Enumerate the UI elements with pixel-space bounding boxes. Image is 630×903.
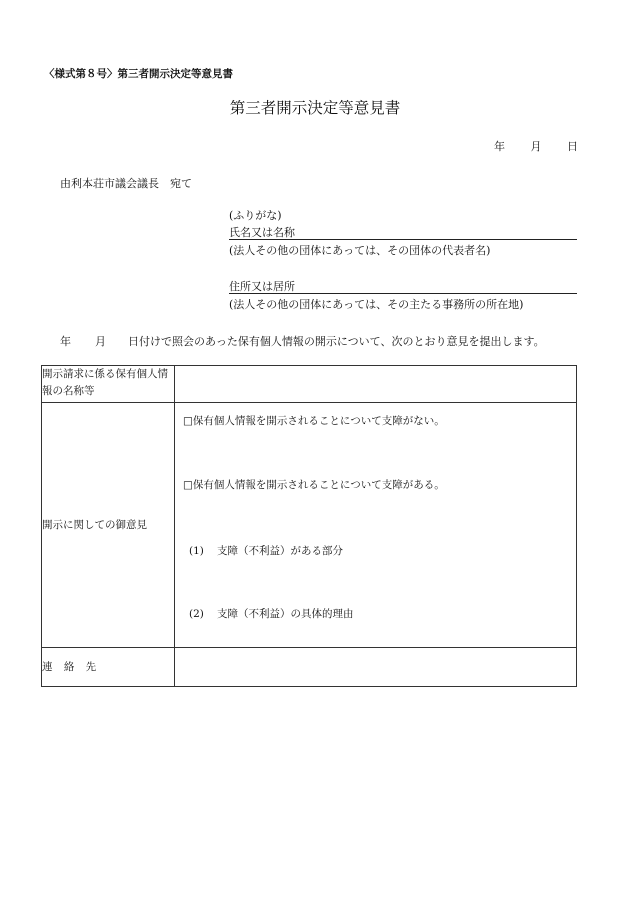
intro-text bbox=[60, 333, 545, 349]
furigana-label: (ふりがな) bbox=[229, 209, 282, 222]
name-note: (法人その他の団体にあっては、その団体の代表者名) bbox=[229, 244, 491, 257]
date-month-label: 月 bbox=[530, 140, 542, 153]
opinion-label: 開示に関しての御意見 bbox=[42, 518, 147, 531]
sub-item-number: (2) bbox=[189, 608, 204, 620]
contact-input-cell[interactable] bbox=[175, 648, 577, 687]
intro-sentence: 日付けで照会のあった保有個人情報の開示について、次のとおり意見を提出します。 bbox=[128, 335, 545, 348]
date-line bbox=[480, 138, 578, 154]
target-label-cell bbox=[42, 366, 175, 403]
sub-item-text: 支障（不利益）がある部分 bbox=[217, 545, 343, 557]
name-field[interactable] bbox=[229, 224, 577, 240]
name-field-label: 氏名又は名称 bbox=[229, 226, 295, 239]
sub-item-text: 支障（不利益）の具体的理由 bbox=[217, 608, 354, 620]
date-year-label: 年 bbox=[494, 140, 505, 153]
sub-item-affected-part bbox=[189, 543, 343, 558]
contact-label-cell bbox=[42, 648, 175, 687]
opinion-table bbox=[41, 365, 577, 687]
form-number: 〈様式第８号〉第三者開示決定等意見書 bbox=[44, 68, 233, 80]
addressee: 由利本荘市議会議長 宛て bbox=[60, 177, 192, 190]
opinion-input-cell[interactable] bbox=[175, 403, 577, 648]
sub-item-reason bbox=[189, 606, 354, 621]
sub-item-number: (1) bbox=[189, 545, 204, 557]
address-note: (法人その他の団体にあっては、その主たる事務所の所在地) bbox=[229, 298, 524, 311]
address-field[interactable] bbox=[229, 278, 577, 294]
contact-label: 連 絡 先 bbox=[42, 660, 101, 673]
target-input-cell[interactable] bbox=[175, 366, 577, 403]
option-no-issue-checkbox[interactable]: □保有個人情報を開示されることについて支障がない。 bbox=[183, 415, 445, 427]
option-issue-checkbox[interactable]: □保有個人情報を開示されることについて支障がある。 bbox=[183, 479, 445, 491]
table-row bbox=[42, 648, 577, 687]
table-row bbox=[42, 366, 577, 403]
intro-month-label: 月 bbox=[95, 335, 106, 348]
address-field-label: 住所又は居所 bbox=[229, 280, 295, 293]
date-day-label: 日 bbox=[567, 140, 578, 153]
opinion-label-cell bbox=[42, 403, 175, 648]
intro-year-label: 年 bbox=[60, 335, 71, 348]
page-title: 第三者開示決定等意見書 bbox=[229, 99, 401, 117]
target-label: 開示請求に係る保有個人情報の名称等 bbox=[42, 368, 168, 397]
table-row bbox=[42, 403, 577, 648]
